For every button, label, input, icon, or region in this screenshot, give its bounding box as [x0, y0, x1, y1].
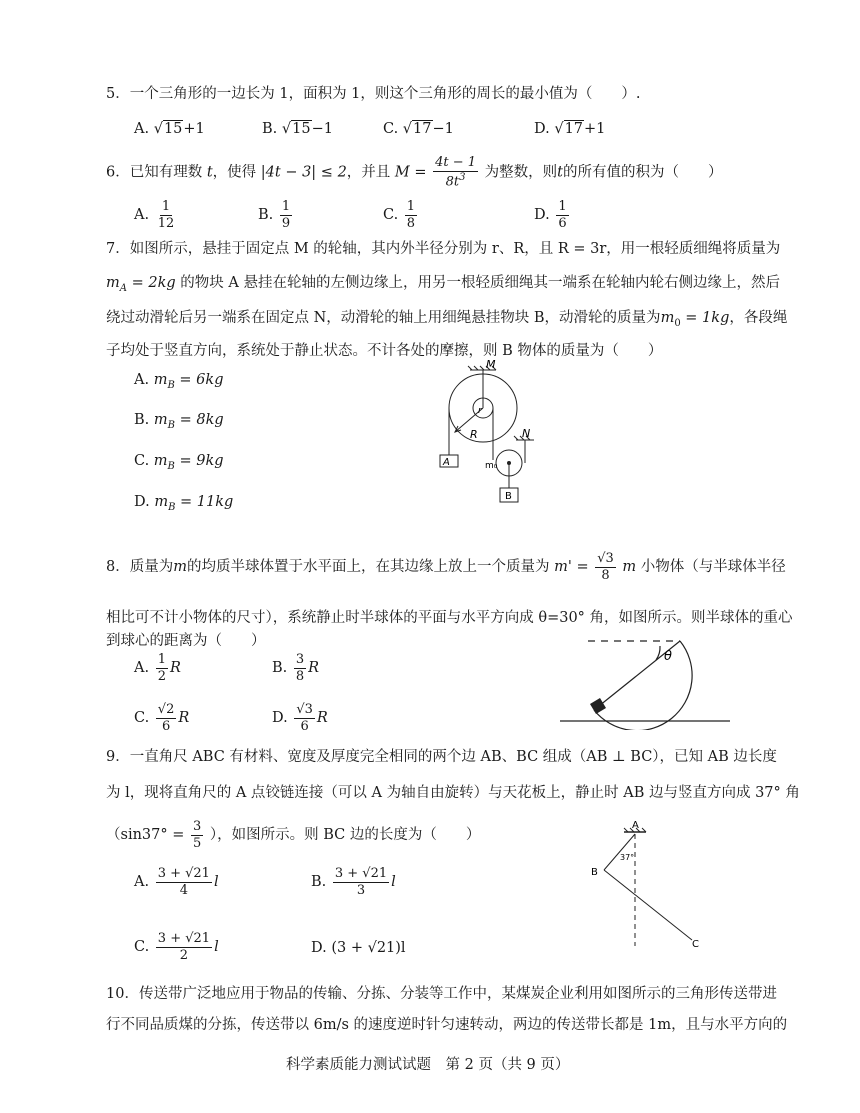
q9-line2: 为 l，现将直角尺的 A 点铰链连接（可以 A 为轴自由旋转）与天花板上，静止时 AB 边与竖直方向成 37° 角: [106, 785, 800, 801]
q5-text: 一个三角形的一边长为 1，面积为 1，则这个三角形的周长的最小值为（ ）.: [129, 86, 641, 102]
q5-option-c: C. √17−1: [383, 121, 454, 137]
svg-text:r: r: [478, 406, 482, 416]
svg-text:B: B: [505, 491, 512, 502]
q7-option-c: C. $m_B = 9kg$: [134, 453, 224, 472]
svg-text:B: B: [591, 867, 598, 878]
svg-text:m₀: m₀: [485, 461, 498, 471]
svg-text:N: N: [522, 427, 531, 440]
q7-line1: 7．如图所示，悬挂于固定点 M 的轮轴，其内外半径分别为 r、R，且 R = 3r，用一根轻质细绳将质量为: [106, 241, 781, 257]
q7-line2: $m_A = 2kg$ 的物块 A 悬挂在轮轴的左侧边缘上，用另一根轻质细绳其一端系在轮轴内轮右侧边缘上，然后: [106, 275, 780, 294]
q8-hemisphere-figure: [560, 628, 735, 730]
q9-line3: （sin37° = $\frac{3}{5}$ ），如图所示。则 BC 边的长度为（ ）: [106, 819, 481, 851]
q7-line4: 子均处于竖直方向，系统处于静止状态。不计各处的摩擦，则 B 物体的质量为（ ）: [106, 343, 663, 359]
svg-text:M: M: [486, 360, 496, 371]
svg-text:R: R: [470, 428, 478, 441]
q7-option-a: A. $m_B = 6kg$: [134, 372, 224, 391]
q9-set-square-figure: [584, 812, 714, 952]
q5-option-d: D. √17+1: [534, 121, 606, 137]
q10-line1: 10．传送带广泛地应用于物品的传输、分拣、分装等工作中，某煤炭企业利用如图所示的三角形传送带进: [106, 986, 777, 1002]
q6-option-c: C. $\frac{1}{8}$: [383, 199, 416, 231]
q9-option-a: A. $\frac{3 + √21}{4}$ l: [134, 866, 219, 898]
svg-text:37°: 37°: [620, 853, 635, 862]
q5-number: 5．: [106, 86, 130, 102]
q8-option-c: C. $\frac{√2}{6}$ R: [134, 702, 190, 734]
q5-stem: [106, 86, 641, 103]
q6-option-d: D. $\frac{1}{6}$: [534, 199, 567, 231]
q6-fraction: $\frac{4t - 1}{8t^3}$: [435, 155, 477, 189]
svg-text:θ: θ: [664, 649, 672, 664]
q9-option-d: D. (3 + √21)l: [311, 940, 406, 956]
svg-text:A: A: [443, 457, 450, 468]
svg-text:A: A: [632, 820, 639, 831]
q5-option-b: B. √15−1: [262, 121, 333, 137]
svg-text:C: C: [692, 939, 699, 950]
q6-stem: 6．已知有理数 t，使得 |4t − 3| ≤ 2，并且 M = $\frac{4t - 1}{8t^3}$ 为整数，则t的所有值的积为（ ）: [106, 155, 723, 189]
q8-line3: 到球心的距离为（ ）: [106, 633, 266, 649]
page-footer: 科学素质能力测试试题 第 2 页（共 9 页）: [286, 1057, 570, 1073]
q6-option-a: A. $\frac{1}{12}$: [134, 199, 175, 231]
q8-option-a: A. $\frac{1}{2}$ R: [134, 652, 181, 684]
q8-line1: 8．质量为m的均质半球体置于水平面上，在其边缘上放上一个质量为 m' = $\frac{√3}{8}$ m 小物体（与半球体半径: [106, 551, 786, 583]
q7-line3: 绕过动滑轮后另一端系在固定点 N，动滑轮的轴上用细绳悬挂物块 B，动滑轮的质量为$m_0 = 1kg$，各段绳: [106, 310, 788, 329]
q8-line2: 相比可不计小物体的尺寸），系统静止时半球体的平面与水平方向成 θ=30° 角，如图所示。则半球体的重心: [106, 610, 793, 626]
q10-line2: 行不同品质煤的分拣，传送带以 6m/s 的速度逆时针匀速转动，两边的传送带长都是 1m，且与水平方向的: [106, 1017, 788, 1033]
q8-option-d: D. $\frac{√3}{6}$ R: [272, 702, 328, 734]
q9-option-c: C. $\frac{3 + √21}{2}$ l: [134, 931, 219, 963]
q9-line1: 9．一直角尺 ABC 有材料、宽度及厚度完全相同的两个边 AB、BC 组成（AB ⊥ BC），已知 AB 边长度: [106, 749, 777, 765]
q9-option-b: B. $\frac{3 + √21}{3}$ l: [311, 866, 396, 898]
q7-option-d: D. $m_B = 11kg$: [134, 494, 234, 513]
q7-wheel-pulley-figure: [430, 360, 550, 512]
q7-option-b: B. $m_B = 8kg$: [134, 412, 224, 431]
q5-option-a: A. √15+1: [134, 121, 205, 137]
q6-option-b: B. $\frac{1}{9}$: [258, 199, 291, 231]
q8-option-b: B. $\frac{3}{8}$ R: [272, 652, 320, 684]
